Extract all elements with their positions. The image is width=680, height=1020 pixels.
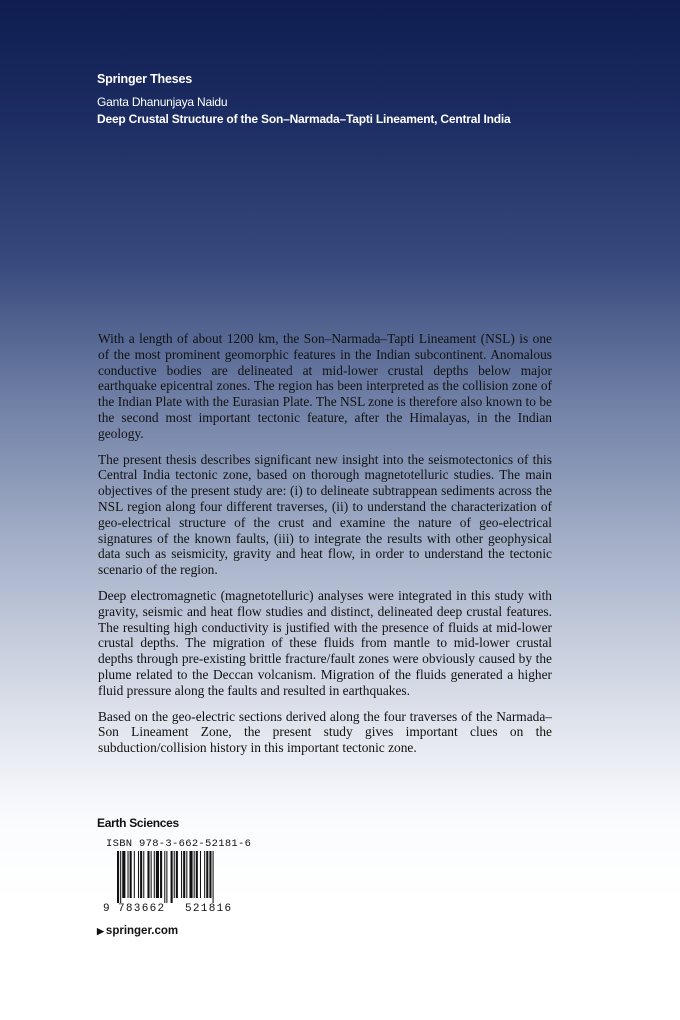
barcode-bar bbox=[140, 851, 142, 898]
barcode-bar bbox=[183, 851, 185, 898]
barcode-bar bbox=[154, 851, 155, 898]
barcode-bar bbox=[138, 851, 139, 898]
barcode-bar bbox=[147, 851, 149, 898]
triangle-right-icon: ▶ bbox=[97, 926, 104, 936]
abstract-paragraph: Deep electromagnetic (magnetotelluric) analyses were integrated in this study with gravity, seismic and heat flow studies and distinct, delineated deep crustal features. The resulting high conductivity is justified with the presence of fluids at mid-lower crustal depths. The migration of these fluids from mantle to mid-lower crustal depths through pre-existing brittle fracture/fault zones were obviously caused by the plume related to the Deccan volcanism. Migration of the fluids generated a higher fluid pressure along the faults and resulted in earthquakes. bbox=[98, 587, 552, 698]
abstract-paragraph: The present thesis describes significant new insight into the seismotectonics of this Central India tectonic zone, based on thorough magnetotelluric studies. The main objectives of the present study are: (i) to delineate subtrappean sediments across the NSL region along four different traverses, (ii) to understand the characterization of geo-electrical structure of the crust and examine the nature of geo-electrical signatures of the known faults, (iii) to integrate the results with other geophysical data such as seismicity, gravity and heat flow, in order to understand the tectonic scenario of the region. bbox=[98, 451, 552, 578]
abstract bbox=[98, 331, 552, 766]
barcode-bar bbox=[143, 851, 144, 898]
cover-header bbox=[97, 72, 510, 126]
abstract-paragraph: With a length of about 1200 km, the Son–Narmada–Tapti Lineament (NSL) is one of the most prominent geomorphic features in the Indian subcontinent. Anomalous conductive bodies are delineated at mid-lower crustal depths below major earthquake epicentral zones. The region has been interpreted as the collision zone of the Indian Plate with the Eurasian Plate. The NSL zone is therefore also known to be the second most important tectonic feature, after the Himalayas, in the Indian geology. bbox=[98, 331, 552, 441]
barcode-bars bbox=[117, 851, 214, 903]
barcode-bar bbox=[196, 851, 198, 898]
barcode-bar bbox=[209, 851, 211, 898]
author-name: Ganta Dhanunjaya Naidu bbox=[97, 95, 228, 109]
barcode-digit-first: 9 bbox=[103, 903, 110, 913]
barcode-bar bbox=[117, 851, 119, 903]
book-title: Deep Crustal Structure of the Son–Narmada–Tapti Lineament, Central India bbox=[97, 112, 511, 126]
abstract-paragraph: Based on the geo-electric sections derived along the four traverses of the Narmada–Son Lineament Zone, the present study gives important clues on the subduction/collision history in this important tectonic zone. bbox=[98, 708, 552, 756]
barcode-bar bbox=[176, 851, 178, 898]
barcode-digits-left: 783662 bbox=[118, 903, 166, 913]
publisher-link-text: springer.com bbox=[105, 925, 179, 937]
barcode-bar bbox=[160, 851, 162, 898]
barcode-bar bbox=[206, 851, 208, 898]
isbn-label: ISBN 978-3-662-52181-6 bbox=[106, 838, 252, 850]
barcode-bar bbox=[171, 851, 173, 903]
barcode-bar bbox=[194, 851, 195, 898]
barcode-bar bbox=[128, 851, 129, 898]
barcode-bar bbox=[134, 851, 135, 898]
barcode-bar bbox=[213, 851, 214, 903]
barcode-bar bbox=[164, 851, 165, 903]
barcode-bar bbox=[181, 851, 182, 898]
barcode-bar bbox=[130, 851, 132, 898]
barcode-bar bbox=[122, 851, 125, 898]
barcode bbox=[103, 851, 251, 913]
barcode-bar bbox=[204, 851, 205, 898]
barcode-bar bbox=[200, 851, 201, 898]
series-name: Springer Theses bbox=[97, 72, 192, 86]
barcode-bar bbox=[186, 851, 187, 898]
barcode-digits-right: 521816 bbox=[185, 903, 233, 913]
barcode-bar bbox=[189, 851, 192, 898]
publisher-link[interactable] bbox=[97, 925, 178, 937]
barcode-bar bbox=[174, 851, 175, 898]
barcode-bar bbox=[166, 851, 167, 903]
barcode-bar bbox=[120, 851, 121, 903]
barcode-bar bbox=[156, 851, 159, 898]
barcode-bar bbox=[151, 851, 152, 898]
subject-category: Earth Sciences bbox=[97, 816, 179, 830]
